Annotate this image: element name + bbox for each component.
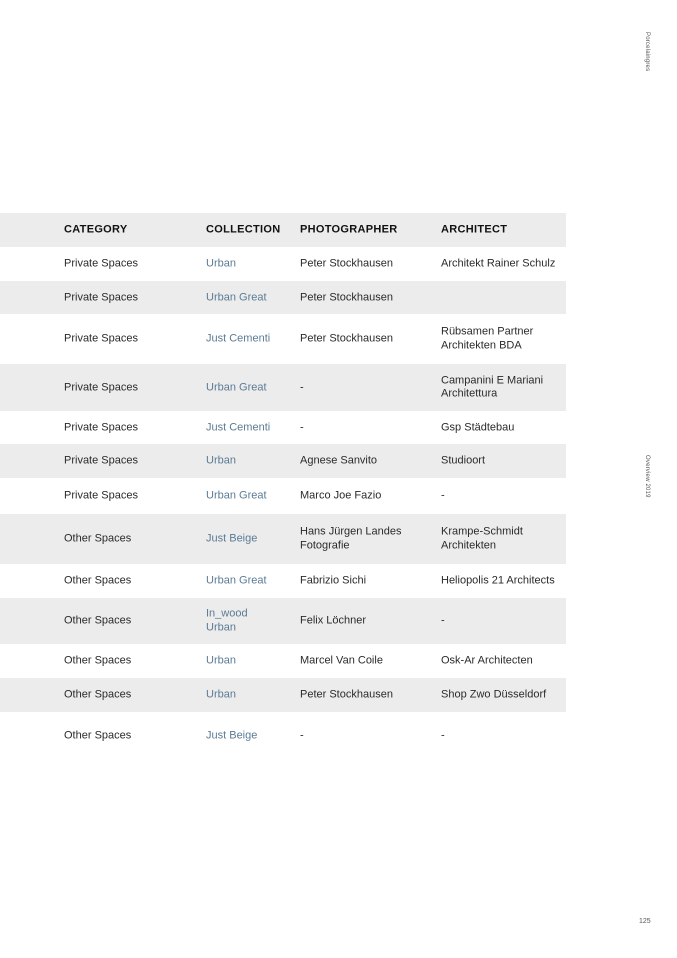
category-cell: Other Spaces — [64, 532, 132, 545]
architect-cell: Rübsamen Partner Architekten BDA — [441, 325, 534, 351]
table-row — [0, 514, 566, 564]
architect-cell: - — [441, 614, 445, 627]
category-cell: Other Spaces — [64, 654, 132, 667]
category-cell: Private Spaces — [64, 332, 138, 345]
photographer-cell: Felix Löchner — [300, 614, 367, 627]
table-body — [0, 247, 566, 760]
table-row — [0, 478, 566, 514]
architect-cell: Architekt Rainer Schulz — [441, 257, 556, 270]
collection-cell: Urban Great — [206, 489, 267, 502]
photographer-cell: Hans Jürgen Landes Fotografie — [300, 525, 402, 551]
photographer-cell: Peter Stockhausen — [300, 257, 393, 270]
header-architect: ARCHITECT — [441, 223, 508, 236]
section-side-label: Overview 2019 — [644, 455, 650, 498]
collection-cell: Urban Great — [206, 380, 267, 393]
table-row — [0, 444, 566, 478]
table-row — [0, 247, 566, 281]
category-cell: Private Spaces — [64, 257, 138, 270]
photographer-cell: - — [300, 729, 304, 742]
category-cell: Other Spaces — [64, 574, 132, 587]
category-cell: Other Spaces — [64, 688, 132, 701]
category-cell: Private Spaces — [64, 290, 138, 303]
photographer-cell: Peter Stockhausen — [300, 332, 393, 345]
collection-cell: Urban — [206, 688, 236, 701]
table-row — [0, 411, 566, 444]
category-cell: Private Spaces — [64, 489, 138, 502]
category-cell: Private Spaces — [64, 420, 138, 433]
table-row — [0, 281, 566, 314]
photographer-cell: Agnese Sanvito — [300, 454, 378, 467]
page-number: 125 — [639, 918, 651, 925]
photographer-cell: Peter Stockhausen — [300, 290, 393, 303]
category-cell: Private Spaces — [64, 454, 138, 467]
photographer-cell: Fabrizio Sichi — [300, 574, 367, 587]
brand-side-label: Porcelaingres — [644, 32, 650, 72]
header-category: CATEGORY — [64, 223, 128, 236]
table-row — [0, 364, 566, 411]
collection-cell: Urban — [206, 257, 236, 270]
photographer-cell: Peter Stockhausen — [300, 688, 393, 701]
table-row — [0, 644, 566, 678]
category-cell: Other Spaces — [64, 614, 132, 627]
collection-cell: Just Beige — [206, 532, 258, 545]
collection-cell: In_wood Urban — [206, 607, 248, 633]
table-row — [0, 712, 566, 760]
photographer-cell: - — [300, 380, 304, 393]
collection-cell: Urban Great — [206, 574, 267, 587]
architect-cell: Campanini E Mariani Architettura — [441, 374, 544, 400]
header-photographer: PHOTOGRAPHER — [300, 223, 398, 236]
architect-cell: - — [441, 729, 445, 742]
architect-cell: Studioort — [441, 454, 486, 467]
collection-cell: Urban Great — [206, 290, 267, 303]
projects-table — [0, 213, 566, 760]
architect-cell: Osk-Ar Architecten — [441, 654, 533, 667]
architect-cell: Heliopolis 21 Architects — [441, 574, 555, 587]
table-row — [0, 598, 566, 644]
collection-cell: Urban — [206, 654, 236, 667]
collection-cell: Just Beige — [206, 729, 258, 742]
photographer-cell: Marco Joe Fazio — [300, 489, 382, 502]
table-header-row — [0, 213, 566, 247]
table-row — [0, 314, 566, 364]
collection-cell: Just Cementi — [206, 332, 271, 345]
photographer-cell: - — [300, 420, 304, 433]
architect-cell: Krampe-Schmidt Architekten — [441, 525, 523, 551]
table-row — [0, 564, 566, 598]
header-collection: COLLECTION — [206, 223, 281, 236]
collection-cell: Urban — [206, 454, 236, 467]
category-cell: Private Spaces — [64, 380, 138, 393]
architect-cell: Gsp Städtebau — [441, 420, 515, 433]
collection-cell: Just Cementi — [206, 420, 271, 433]
table-row — [0, 678, 566, 712]
category-cell: Other Spaces — [64, 729, 132, 742]
architect-cell: Shop Zwo Düsseldorf — [441, 688, 547, 701]
photographer-cell: Marcel Van Coile — [300, 654, 383, 667]
architect-cell: - — [441, 489, 445, 502]
